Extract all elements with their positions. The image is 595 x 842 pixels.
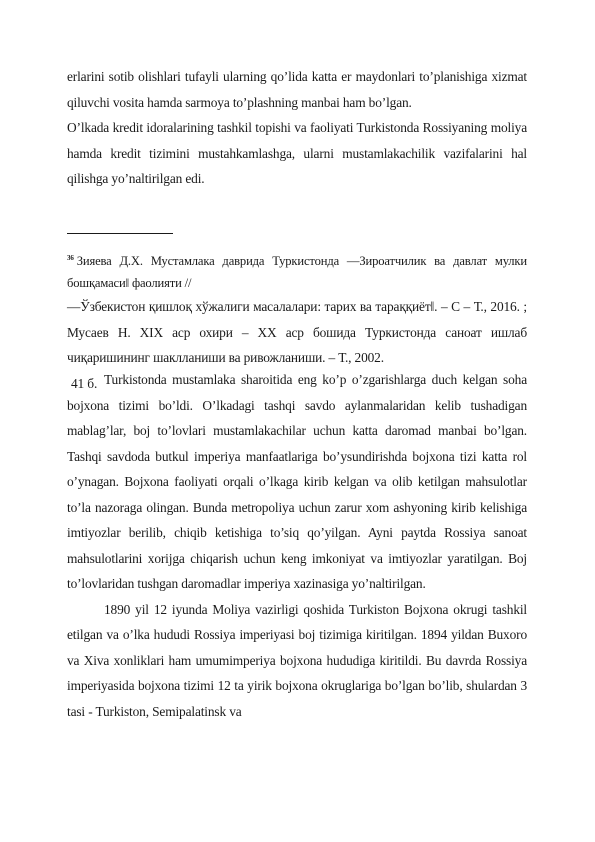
footnote-line-1: [67, 248, 527, 294]
paragraph-customs-district: 1890 yil 12 iyunda Moliya vazirligi qoshida Turkiston Bojxona okrugi tashkil etilgan va o’lka hududi Rossiya imperiyasi boj tizimiga kiritilgan. 1894 yildan Buxoro va Xiva xonliklari ham umumimperiya bojxona hududiga kiritildi. Bu davrda Rossiya imperiyasida bojxona tizimi 12 ta yirik bojxona okruglariga bo’lgan bo’lib, shulardan 3 tasi - Turkiston, Semipalatinsk va: [67, 601, 527, 719]
footnote-separator: [67, 233, 173, 234]
footnote-line-2: ―Ўзбекистон қишлоқ хўжалиги масалалари: тарих ва тараққиёт‖. – С – Т., 2016. ; Мусаев Н. XIX аср охири – XX аср бошида Туркистонда саноат ишлаб чиқаришининг шаклланиши ва ривожланиши. – Т., 2002.: [67, 299, 527, 365]
paragraph-credit-sources: erlarini sotib olishlari tufayli ularning qo’lida katta er maydonlari to’planishiga xizmat qiluvchi vosita hamda sarmoya to’plashning manbai ham bo’lgan.: [67, 69, 527, 110]
footnote-page-ref: 41 б.: [71, 375, 98, 391]
paragraph-credit-institutions: O’lkada kredit idoralarining tashkil topishi va faoliyati Turkistonda Rossiyaning moliya hamda kredit tizimini mustahkamlashga, ularni mustamlakachilik vazifalarini hal qilishga yo’naltirilgan edi.: [67, 120, 527, 186]
paragraph-customs-system: Turkistonda mustamlaka sharoitida eng ko’p o’zgarishlarga duch kelgan soha bojxona tizimi bo’ldi. O’lkadagi tashqi savdo aylanmalaridan kelib tushadigan mablag’lar, boj to’lovlari mustamlakachilar uchun katta daromad manbai bo’lgan. Tashqi savdoda butkul imperiya manfaatlariga bo’ysundirishda bojxona tizi katta rol o’ynagan. Bojxona faoliyati orqali o’lkaga kirib kelgan va olib ketilgan mahsulotlar to’la nazoraga olingan. Bunda metropoliya uchun zarur xom ashyoning kirib kelishiga imtiyozlar berilib, chiqib ketishiga to’siq qo’yilgan. Ayni paytda Rossiya sanoat mahsulotlarini xorijga chiqarish uchun keng imkoniyat va imtiyozlar yaratilgan. Boj to’lovlaridan tushgan daromadlar imperiya xazinasiga yo’naltirilgan.: [67, 372, 527, 591]
footnote-marker: 36: [67, 254, 74, 262]
body-text: [67, 367, 527, 724]
footnote-text-1: Зияева Д.Х. Мустамлака даврида Туркистонда ―Зироатчилик ва давлат мулки бошқамаси‖ фаолияти //: [67, 254, 527, 290]
top-text: [67, 64, 527, 192]
